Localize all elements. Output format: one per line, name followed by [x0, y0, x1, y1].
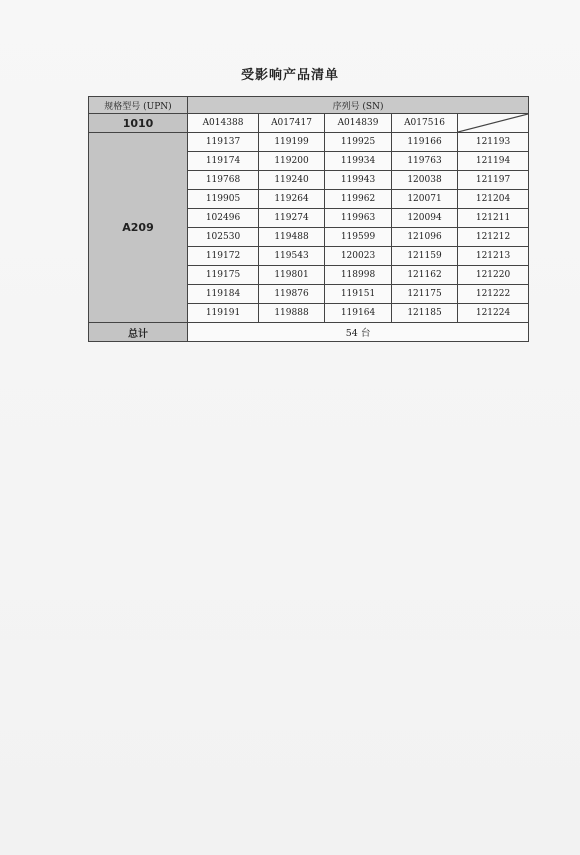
serial-cell: 120023 — [325, 247, 392, 266]
total-label: 总计 — [89, 323, 188, 342]
serial-cell: 121224 — [458, 304, 529, 323]
serial-cell: 119925 — [325, 133, 392, 152]
serial-cell: 119543 — [259, 247, 325, 266]
serial-cell: 121185 — [392, 304, 458, 323]
model-header: 规格型号 (UPN) — [89, 97, 188, 114]
serial-cell: 119488 — [259, 228, 325, 247]
serial-cell: 120038 — [392, 171, 458, 190]
model-cell: 1010 — [89, 114, 188, 133]
serial-cell: 120071 — [392, 190, 458, 209]
serial-cell: 119174 — [188, 152, 259, 171]
diagonal-line — [458, 114, 528, 132]
table-row — [89, 133, 529, 152]
serial-cell: 119876 — [259, 285, 325, 304]
serial-cell: 119151 — [325, 285, 392, 304]
serial-cell: 121193 — [458, 133, 529, 152]
document-title: 受影响产品清单 — [240, 68, 339, 83]
serial-cell: 119274 — [259, 209, 325, 228]
serial-cell: 119962 — [325, 190, 392, 209]
serial-cell: 119191 — [188, 304, 259, 323]
total-row — [89, 323, 529, 342]
affected-products-table — [88, 96, 529, 342]
serial-cell: 121197 — [458, 171, 529, 190]
serial-cell: 119905 — [188, 190, 259, 209]
serial-cell: 119599 — [325, 228, 392, 247]
empty-cell-diagonal — [458, 114, 529, 133]
serial-cell: 119184 — [188, 285, 259, 304]
serial-cell: A017516 — [392, 114, 458, 133]
serial-cell: 102530 — [188, 228, 259, 247]
serial-cell: 121220 — [458, 266, 529, 285]
serial-cell: A017417 — [259, 114, 325, 133]
serial-cell: 119137 — [188, 133, 259, 152]
serial-cell: 119768 — [188, 171, 259, 190]
serial-cell: 121175 — [392, 285, 458, 304]
table-row — [89, 114, 529, 133]
serial-cell: 120094 — [392, 209, 458, 228]
serial-cell: 119801 — [259, 266, 325, 285]
serial-cell: 121162 — [392, 266, 458, 285]
serial-cell: 119199 — [259, 133, 325, 152]
serial-cell: 119763 — [392, 152, 458, 171]
serial-cell: A014839 — [325, 114, 392, 133]
serial-cell: 121212 — [458, 228, 529, 247]
serial-cell: 119963 — [325, 209, 392, 228]
serial-cell: 102496 — [188, 209, 259, 228]
serial-cell: 119240 — [259, 171, 325, 190]
serial-cell: 119264 — [259, 190, 325, 209]
serial-cell: A014388 — [188, 114, 259, 133]
serial-cell: 121096 — [392, 228, 458, 247]
serial-cell: 119888 — [259, 304, 325, 323]
serial-cell: 121194 — [458, 152, 529, 171]
table-header-row — [89, 97, 529, 114]
model-cell: A209 — [89, 133, 188, 323]
serial-cell: 119943 — [325, 171, 392, 190]
serial-cell: 121204 — [458, 190, 529, 209]
serial-cell: 121211 — [458, 209, 529, 228]
serial-cell: 121213 — [458, 247, 529, 266]
serial-cell: 121159 — [392, 247, 458, 266]
serial-cell: 119934 — [325, 152, 392, 171]
serial-cell: 119166 — [392, 133, 458, 152]
total-value: 54 台 — [188, 323, 529, 342]
serial-cell: 119175 — [188, 266, 259, 285]
serial-cell: 118998 — [325, 266, 392, 285]
serial-header: 序列号 (SN) — [188, 97, 529, 114]
serial-cell: 121222 — [458, 285, 529, 304]
serial-cell: 119172 — [188, 247, 259, 266]
serial-cell: 119200 — [259, 152, 325, 171]
serial-cell: 119164 — [325, 304, 392, 323]
